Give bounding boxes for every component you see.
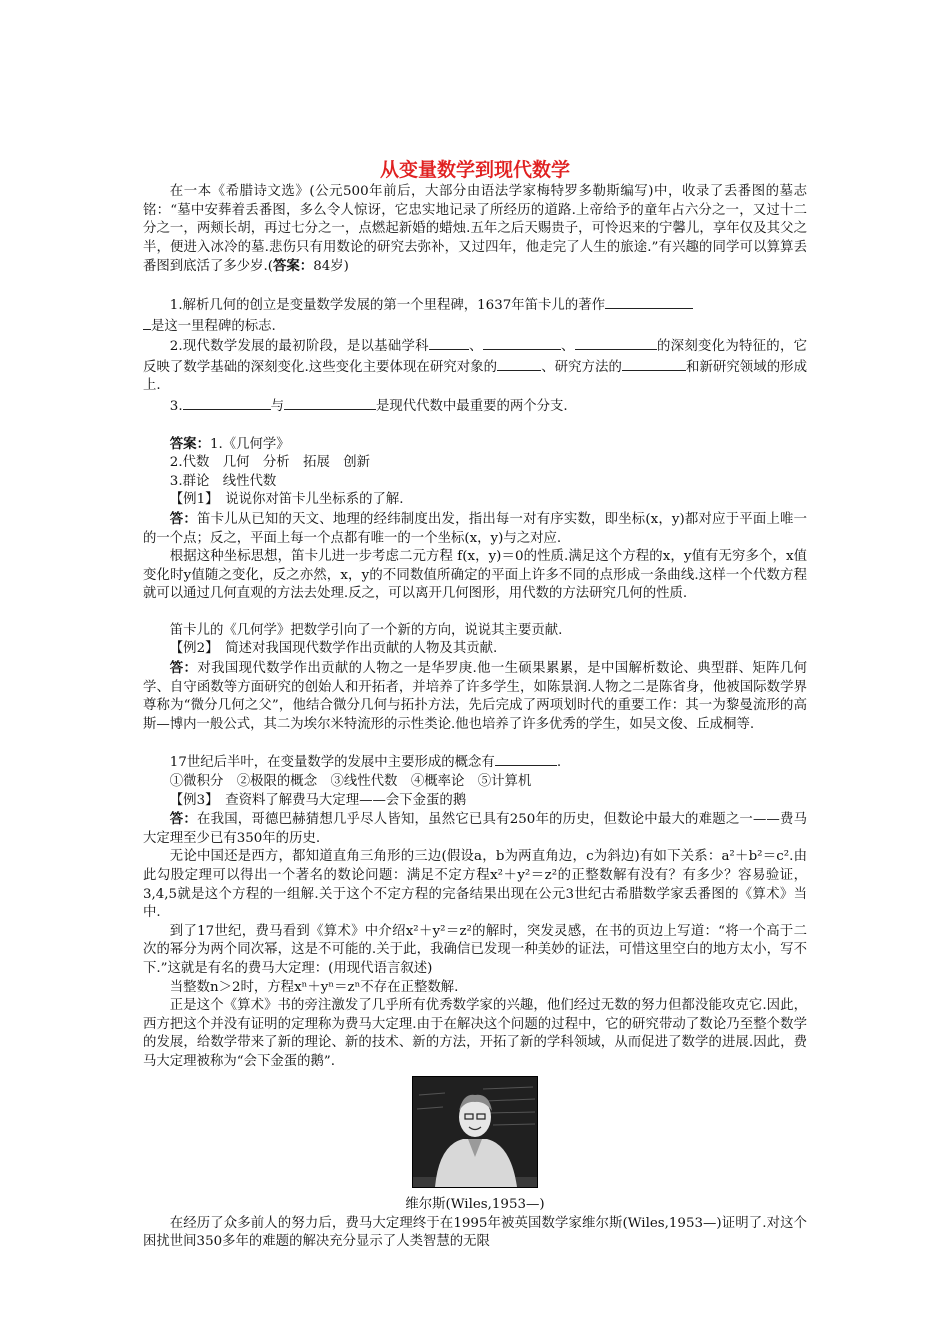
answer-blank [495,752,557,766]
answer-1 [143,435,807,455]
answer-label: 答： [169,811,197,828]
example-1 [143,491,807,510]
example-1-answer-text: 笛卡儿从已知的天文、地理的经纬制度出发，指出每一对有序实数，即坐标(x，y)都对应于平面上唯一的一个点；反之，平面上每一个点都有唯一的一个坐标(x，y)与之对应. [143,511,808,546]
question-3-number: 3. [169,398,183,414]
answer-1-text: 1.《几何学》 [209,436,290,452]
example-3-paragraph-3: 到了17世纪，费马看到《算术》中介绍x²＋y²＝z²的解时，突发灵感，在书的页边上写道：“将一个高于二次的幂分为两个同次幂，这是不可能的.关于此，我确信已发现一种美妙的证法，可惜这里空白的地方太小，写不下.”这就是有名的费马大定理：(用现代语言叙述) [143,923,807,976]
answer-label: 答案： [169,435,210,452]
answer-blank [143,316,151,330]
question-1-end: 是这一里程碑的标志. [151,318,276,334]
question-3-end: 是现代代数中最重要的两个分支. [375,398,568,414]
question-2-end: 和新研究领域的形成上. [143,359,808,394]
example-3-answer [143,810,807,848]
wiles-portrait-image [413,1077,537,1187]
example-2-question: 简述对我国现代数学作出贡献的人物及其贡献. [225,641,498,657]
page-title: 从变量数学到现代数学 [379,159,570,181]
answer-blank [575,336,657,350]
example-3-paragraph-2: 无论中国还是西方，都知道直角三角形的三边(假设a，b为两直角边，c为斜边)有如下关系：a²＋b²＝c².由此勾股定理可以得出一个著名的数论问题：满足不定方程x²＋y²＝z²的正整数解有没有？有多少？容易验证，3,4,5就是这个方程的一组解.关于这个不定方程的完备结果出现在公元3世纪古希腊数学家丢番图的《算术》当中. [143,849,807,921]
concept-question-end: . [556,755,562,771]
question-2-middle: 的深刻变化为特征的，它反映了数学基础的深刻变化.这些变化主要体现在研究对象的 [143,339,808,375]
example-3-paragraph-6: 在经历了众多前人的努力后，费马大定理终于在1995年被英国数学家维尔斯(Wiles,1953—)证明了.对这个困扰世间350多年的难题的解决充分显示了人类智慧的无限 [143,1215,807,1250]
answer-blank [183,396,271,410]
fermat-theorem-statement: 当整数n＞2时，方程xⁿ＋yⁿ＝zⁿ不存在正整数解. [169,979,459,995]
question-1 [143,295,807,336]
example-2-answer [143,659,807,734]
example-2-label: 【例2】 [169,641,212,657]
intro-answer-bold: 答案： [273,258,314,275]
separator: 、 [468,339,483,355]
example-1-question: 说说你对笛卡儿坐标系的了解. [225,492,404,508]
question-3 [143,396,807,417]
answer-blank [429,336,469,350]
concept-question [143,752,807,773]
example-3 [143,792,807,811]
example-1-answer [143,510,807,548]
answer-blank [622,357,686,371]
example-3-paragraph-5: 正是这个《算术》书的旁注激发了几乎所有优秀数学家的兴趣，他们经过无数的努力但都没能攻克它.因此，西方把这个并没有证明的定理称为费马大定理.由于在解决这个问题的过程中，它的研究带动了数论乃至整个数学的发展，给数学带来了新的理论、新的技术、新的方法，开拓了新的学科领域，从而促进了数学的进展.因此，费马大定理被称为“会下金蛋的鹅”. [143,998,807,1069]
question-2-text: 2.现代数学发展的最初阶段，是以基础学科 [169,339,429,355]
example-2 [143,640,807,659]
question-3-middle: 与 [270,398,284,414]
concept-question-text: 17世纪后半叶，在变量数学的发展中主要形成的概念有 [169,755,495,771]
intro-answer-value: 84岁) [313,259,349,275]
document-body [143,158,807,1252]
example-1-label: 【例1】 [169,492,212,508]
answer-label: 答： [169,510,197,527]
wiles-figure [143,1076,807,1195]
example-3-label: 【例3】 [169,792,212,808]
question-2-method: 、研究方法的 [541,359,622,375]
example-3-question: 查资料了解费马大定理——会下金蛋的鹅 [225,792,467,808]
example-2-answer-text: 对我国现代数学作出贡献的人物之一是华罗庚.他一生硕果累累，是中国解析数论、典型群、矩阵几何学、自守函数等方面研究的创始人和开拓者，并培养了许多学生，如陈景润.人物之二是陈省身，他被国际数学界尊称为“微分几何之父”，他结合微分几何与拓扑方法，先后完成了两项划时代的重要工作：其一为黎曼流形的高斯—博内一般公式，其二为埃尔米特流形的示性类论.他也培养了许多优秀的学生，如吴文俊、丘成桐等. [143,661,807,732]
answer-blank [483,336,561,350]
question-1-text: 1.解析几何的创立是变量数学发展的第一个里程碑，1637年笛卡儿的著作 [169,297,605,313]
wiles-photo [412,1076,538,1188]
photo-caption: 维尔斯(Wiles,1953—) [405,1197,545,1213]
answer-label: 答： [169,660,198,677]
example-3-answer-text: 在我国，哥德巴赫猜想几乎尽人皆知，虽然它已具有250年的历史，但数论中最大的难题之一——费马大定理至少已有350年的历史. [143,812,808,846]
geometry-question: 笛卡儿的《几何学》把数学引向了一个新的方向，说说其主要贡献. [169,622,563,638]
example-1-answer-continued: 根据这种坐标思想，笛卡儿进一步考虑二元方程 f(x，y)＝0的性质.满足这个方程的x，y值有无穷多个，x值变化时y值随之变化，反之亦然，x，y的不同数值所确定的平面上许多不同的点形成一条曲线.这样一个代数方程就可以通过几何直观的方法去处理.反之，可以离开几何图形，用代数的方法研究几何的性质. [143,549,807,602]
separator: 、 [560,339,575,355]
intro-paragraph [143,183,807,277]
intro-answer-label: ( [267,259,274,275]
answer-2: 2.代数 几何 分析 拓展 创新 [169,455,371,471]
intro-text: 在一本《希腊诗文选》(公元500年前后，大部分由语法学家梅特罗多勒斯编写)中，收录了丢番图的墓志铭：“墓中安葬着丢番图，多么令人惊讶，它忠实地记录了所经历的道路.上帝给予的童年占六分之一，又过十二分之一，两颊长胡，再过七分之一，点燃起新婚的蜡烛.五年之后天赐贵子，可怜迟来的宁馨儿，享年仅及其父之半，便进入冰冷的墓.悲伤只有用数论的研究去弥补，又过四年，他走完了人生的旅途.”有兴趣的同学可以算算丢番图到底活了多少岁. [143,184,807,275]
answer-blank [605,295,693,309]
concept-options: ①微积分 ②极限的概念 ③线性代数 ④概率论 ⑤计算机 [169,774,532,790]
question-2 [143,336,807,396]
answer-blank [497,357,541,371]
answer-blank [284,396,376,410]
answer-3: 3.群论 线性代数 [169,473,277,489]
